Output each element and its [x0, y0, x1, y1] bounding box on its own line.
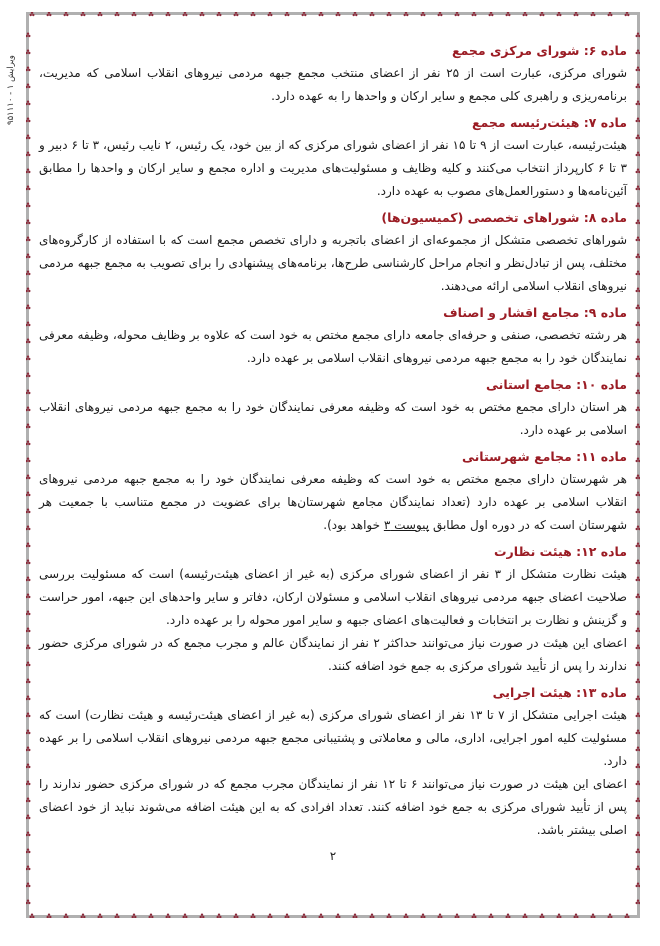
border-ornament [636, 356, 641, 361]
border-ornament [421, 12, 426, 16]
border-ornament [81, 12, 86, 16]
border-ornament [636, 747, 641, 752]
border-ornament [98, 914, 103, 919]
border-ornament [234, 12, 239, 16]
border-ornament [489, 12, 494, 16]
border-ornament [557, 12, 562, 16]
border-ornament [608, 12, 613, 16]
border-ornament [234, 914, 239, 919]
border-ornament [302, 12, 307, 16]
border-ornament [26, 492, 31, 497]
border-ornament [26, 50, 31, 55]
border-ornament [353, 914, 358, 919]
border-ornament [574, 914, 579, 919]
border-ornament [636, 373, 641, 378]
border-ornament [625, 914, 630, 919]
border-ornament [404, 914, 409, 919]
border-ornament [540, 12, 545, 16]
border-ornament [26, 509, 31, 514]
border-ornament [625, 12, 630, 16]
article-9 [39, 303, 627, 370]
border-ornament [26, 662, 31, 667]
article-title: ماده ۱۱: مجامع شهرستانی [461, 449, 627, 464]
border-ornament [636, 135, 641, 140]
border-ornament [64, 914, 69, 919]
border-ornament [26, 84, 31, 89]
border-ornament [636, 815, 641, 820]
border-ornament [636, 101, 641, 106]
border-ornament [26, 832, 31, 837]
border-ornament [636, 254, 641, 259]
article-paragraph: هر استان دارای مجمع مختص به خود است که وظیفه معرفی نمایندگان خود را به مجمع جبهه مردمی نیروهای انقلاب اسلامی بر عهده دارد. [39, 400, 627, 437]
border-ornament [26, 424, 31, 429]
border-ornament [26, 679, 31, 684]
border-ornament [636, 186, 641, 191]
border-ornament [149, 12, 154, 16]
article-title: ماده ۸: شوراهای تخصصی (کمیسیون‌ها) [381, 210, 627, 225]
border-ornament [26, 611, 31, 616]
border-ornament [636, 832, 641, 837]
border-ornament [26, 441, 31, 446]
border-ornament [636, 645, 641, 650]
article-8 [39, 208, 627, 298]
border-ornament [636, 67, 641, 72]
border-ornament [200, 12, 205, 16]
article-title: ماده ۷: هیئت‌رئیسه مجمع [471, 115, 627, 130]
border-ornament [636, 883, 641, 888]
border-ornament [636, 730, 641, 735]
article-11 [39, 447, 627, 537]
border-ornament [636, 169, 641, 174]
border-ornament [26, 798, 31, 803]
article-title: ماده ۱۳: هیئت اجرایی [492, 685, 627, 700]
border-ornament [26, 713, 31, 718]
border-ornament [636, 849, 641, 854]
article-paragraph: اعضای این هیئت در صورت نیاز می‌توانند حداکثر ۲ نفر از نمایندگان عالم و مجرب مجمع که در شورای مرکزی حضور ندارند را پس از تأیید شورای مرکزی به جمع خود اضافه کنند. [39, 636, 627, 673]
border-ornament [268, 12, 273, 16]
border-ornament [183, 914, 188, 919]
border-ornament [217, 12, 222, 16]
border-ornament [636, 50, 641, 55]
border-ornament [26, 407, 31, 412]
border-ornament [636, 424, 641, 429]
border-ornament [636, 713, 641, 718]
article-paragraph: هر رشته تخصصی، صنفی و حرفه‌ای جامعه دارای مجمع مختص به خود است که علاوه بر وظایف محوله، وظیفه معرفی نمایندگان خود را به مجمع جبهه مردمی نیروهای انقلاب اسلامی بر عهده دارد. [39, 328, 627, 365]
border-ornament [26, 458, 31, 463]
border-ornament [636, 33, 641, 38]
border-ornament [370, 12, 375, 16]
border-ornament [608, 914, 613, 919]
border-ornament [30, 12, 35, 16]
border-ornament [26, 237, 31, 242]
border-ornament [26, 628, 31, 633]
article-title: ماده ۶: شورای مرکزی مجمع [451, 43, 627, 58]
border-ornament [319, 914, 324, 919]
border-ornament [353, 12, 358, 16]
border-ornament [636, 152, 641, 157]
border-ornament [251, 12, 256, 16]
border-ornament [636, 696, 641, 701]
article-12 [39, 542, 627, 678]
border-ornament [302, 914, 307, 919]
border-ornament [540, 914, 545, 919]
border-ornament [285, 914, 290, 919]
border-ornament [26, 322, 31, 327]
border-ornament [404, 12, 409, 16]
border-ornament [489, 914, 494, 919]
border-ornament [636, 322, 641, 327]
border-ornament [455, 914, 460, 919]
border-ornament [636, 390, 641, 395]
border-ornament [636, 781, 641, 786]
border-ornament [370, 914, 375, 919]
border-ornament [200, 914, 205, 919]
border-ornament [166, 12, 171, 16]
document-body [39, 41, 627, 842]
document-version-note: ویرایش ۱ - ۹۵۱۱۱۰ [6, 55, 16, 125]
border-ornament [636, 526, 641, 531]
border-ornament [636, 237, 641, 242]
article-paragraph: اعضای این هیئت در صورت نیاز می‌توانند ۶ تا ۱۲ نفر از نمایندگان مجرب مجمع که در شورای مرکزی حضور ندارند را پس از تأیید شورای مرکزی به جمع خود اضافه کنند. تعداد افرادی که به این هیئت اضافه می‌شوند نباید از خود اعضای اصلی بیشتر باشد. [39, 777, 628, 837]
border-ornament [319, 12, 324, 16]
article-title: ماده ۱۰: مجامع استانی [486, 377, 627, 392]
border-ornament [166, 914, 171, 919]
border-ornament [26, 339, 31, 344]
border-ornament [636, 492, 641, 497]
border-ornament [26, 781, 31, 786]
border-ornament [64, 12, 69, 16]
border-ornament [30, 914, 35, 919]
border-ornament [636, 407, 641, 412]
border-ornament [591, 914, 596, 919]
border-ornament [636, 271, 641, 276]
border-ornament [26, 475, 31, 480]
border-ornament [336, 12, 341, 16]
border-ornament [636, 577, 641, 582]
border-ornament [26, 730, 31, 735]
border-ornament [26, 356, 31, 361]
border-ornament [115, 12, 120, 16]
border-ornament [268, 914, 273, 919]
border-ornament [636, 118, 641, 123]
border-ornament [26, 645, 31, 650]
border-ornament [636, 475, 641, 480]
article-title: ماده ۱۲: هیئت نظارت [494, 544, 627, 559]
border-ornament [26, 543, 31, 548]
border-ornament [472, 914, 477, 919]
border-ornament [26, 169, 31, 174]
border-ornament [26, 67, 31, 72]
border-ornament [636, 798, 641, 803]
border-ornament [591, 12, 596, 16]
article-paragraph: هیئت اجرایی متشکل از ۷ تا ۱۳ نفر از اعضای شورای مرکزی (به غیر از اعضای هیئت‌رئیسه و هیئت نظارت) است که مسئولیت کلیه امور اجرایی، اداری، مالی و معاملاتی و پشتیبانی مجمع جبهه مردمی نیروهای انقلاب اسلامی را بر عهده دارد. [39, 708, 628, 768]
border-ornament [636, 339, 641, 344]
border-ornament [387, 12, 392, 16]
border-ornament [26, 203, 31, 208]
border-ornament [47, 12, 52, 16]
border-ornament [636, 441, 641, 446]
border-ornament [217, 914, 222, 919]
border-ornament [438, 914, 443, 919]
border-ornament [26, 577, 31, 582]
border-ornament [132, 914, 137, 919]
border-ornament [574, 12, 579, 16]
border-ornament [26, 220, 31, 225]
article-paragraph-text: هر شهرستان دارای مجمع مختص به خود است که وظیفه معرفی نمایندگان خود را به مجمع جبهه مردمی نیروهای انقلاب اسلامی بر عهده دارد (تعداد نمایندگان مجامع شهرستان‌ها برای عضویت در مجمع متناسب با جمعیت هر شهرستان است که در دوره اول مطابق [39, 472, 627, 532]
article-13 [39, 683, 627, 842]
border-ornament [26, 288, 31, 293]
border-ornament [455, 12, 460, 16]
border-ornament [387, 914, 392, 919]
border-ornament [26, 271, 31, 276]
appendix-reference: پیوست ۳ [383, 518, 430, 532]
border-ornament [523, 914, 528, 919]
border-ornament [115, 914, 120, 919]
border-ornament [26, 594, 31, 599]
border-ornament [636, 543, 641, 548]
border-ornament [421, 914, 426, 919]
article-paragraph: شورای مرکزی، عبارت است از ۲۵ نفر از اعضای منتخب مجمع جبهه مردمی نیروهای انقلاب اسلامی که مدیریت، برنامه‌ریزی و راهبری کلی مجمع و سایر ارکان و واحدها را به عهده دارد. [39, 66, 628, 103]
border-ornament [636, 611, 641, 616]
article-paragraph-tail: خواهد بود). [323, 518, 384, 532]
border-ornament [26, 186, 31, 191]
border-ornament [636, 560, 641, 565]
article-10 [39, 375, 627, 442]
border-ornament [183, 12, 188, 16]
border-ornament [636, 594, 641, 599]
decorative-page-border [26, 12, 640, 918]
border-ornament [636, 764, 641, 769]
article-paragraph [39, 468, 627, 537]
page-number: ۲ [329, 849, 337, 863]
border-ornament [26, 135, 31, 140]
border-ornament [26, 849, 31, 854]
border-ornament [26, 305, 31, 310]
border-ornament [636, 288, 641, 293]
border-ornament [26, 390, 31, 395]
border-ornament [98, 12, 103, 16]
border-ornament [26, 118, 31, 123]
article-title: ماده ۹: مجامع اقشار و اصناف [443, 305, 627, 320]
border-ornament [636, 458, 641, 463]
article-paragraph: هیئت نظارت متشکل از ۳ نفر از اعضای شورای مرکزی (به غیر از اعضای هیئت‌رئیسه) است که مسئولیت بررسی صلاحیت اعضای جبهه مردمی نیروهای انقلاب اسلامی و مسئولان ارکان، دفاتر و سایر واحدهای این جبهه، امور حراست و گزینش و نظارت بر انتخابات و فعالیت‌های اعضای جبهه و سایر امور محوله را بر عهده دارد. [39, 567, 628, 627]
border-ornament [26, 101, 31, 106]
border-ornament [26, 696, 31, 701]
border-ornament [636, 84, 641, 89]
border-ornament [26, 33, 31, 38]
border-ornament [636, 679, 641, 684]
border-ornament [523, 12, 528, 16]
border-ornament [26, 747, 31, 752]
border-ornament [26, 815, 31, 820]
border-ornament [26, 560, 31, 565]
border-ornament [438, 12, 443, 16]
border-ornament [557, 914, 562, 919]
border-ornament [26, 764, 31, 769]
border-ornament [636, 866, 641, 871]
border-ornament [636, 628, 641, 633]
border-ornament [26, 900, 31, 905]
border-ornament [506, 12, 511, 16]
border-ornament [149, 914, 154, 919]
border-ornament [472, 12, 477, 16]
border-ornament [636, 662, 641, 667]
article-7 [39, 113, 627, 203]
border-ornament [336, 914, 341, 919]
border-ornament [251, 914, 256, 919]
border-ornament [636, 900, 641, 905]
border-ornament [47, 914, 52, 919]
article-paragraph: شوراهای تخصصی متشکل از مجموعه‌ای از اعضای باتجربه و دارای تخصص مجمع است که با استفاده از کارگروه‌های مختلف، پس از تبادل‌نظر و انجام مراحل کارشناسی طرح‌ها، برنامه‌های پیشنهادی را برای تصویب به مجمع جبهه مردمی نیروهای انقلاب اسلامی ارائه می‌دهند. [39, 233, 627, 293]
border-ornament [636, 220, 641, 225]
border-ornament [506, 914, 511, 919]
border-ornament [26, 526, 31, 531]
border-ornament [26, 152, 31, 157]
border-ornament [26, 373, 31, 378]
border-ornament [132, 12, 137, 16]
border-ornament [81, 914, 86, 919]
article-paragraph: هیئت‌رئیسه، عبارت است از ۹ تا ۱۵ نفر از اعضای شورای مرکزی که از بین خود، یک رئیس، ۲ نایب رئیس، ۳ تا ۶ دبیر و ۳ تا ۶ کارپرداز انتخاب می‌کنند و کلیه وظایف و مسئولیت‌های مدیریت و اداره مجمع و سایر ارکان و واحدها را مطابق آئین‌نامه‌ها و دستورالعمل‌های مصوب به عهده دارد. [39, 138, 627, 198]
border-ornament [636, 305, 641, 310]
border-ornament [26, 866, 31, 871]
border-ornament [636, 509, 641, 514]
border-ornament [26, 883, 31, 888]
border-ornament [285, 12, 290, 16]
border-ornament [26, 254, 31, 259]
border-ornament [636, 203, 641, 208]
article-6 [39, 41, 627, 108]
